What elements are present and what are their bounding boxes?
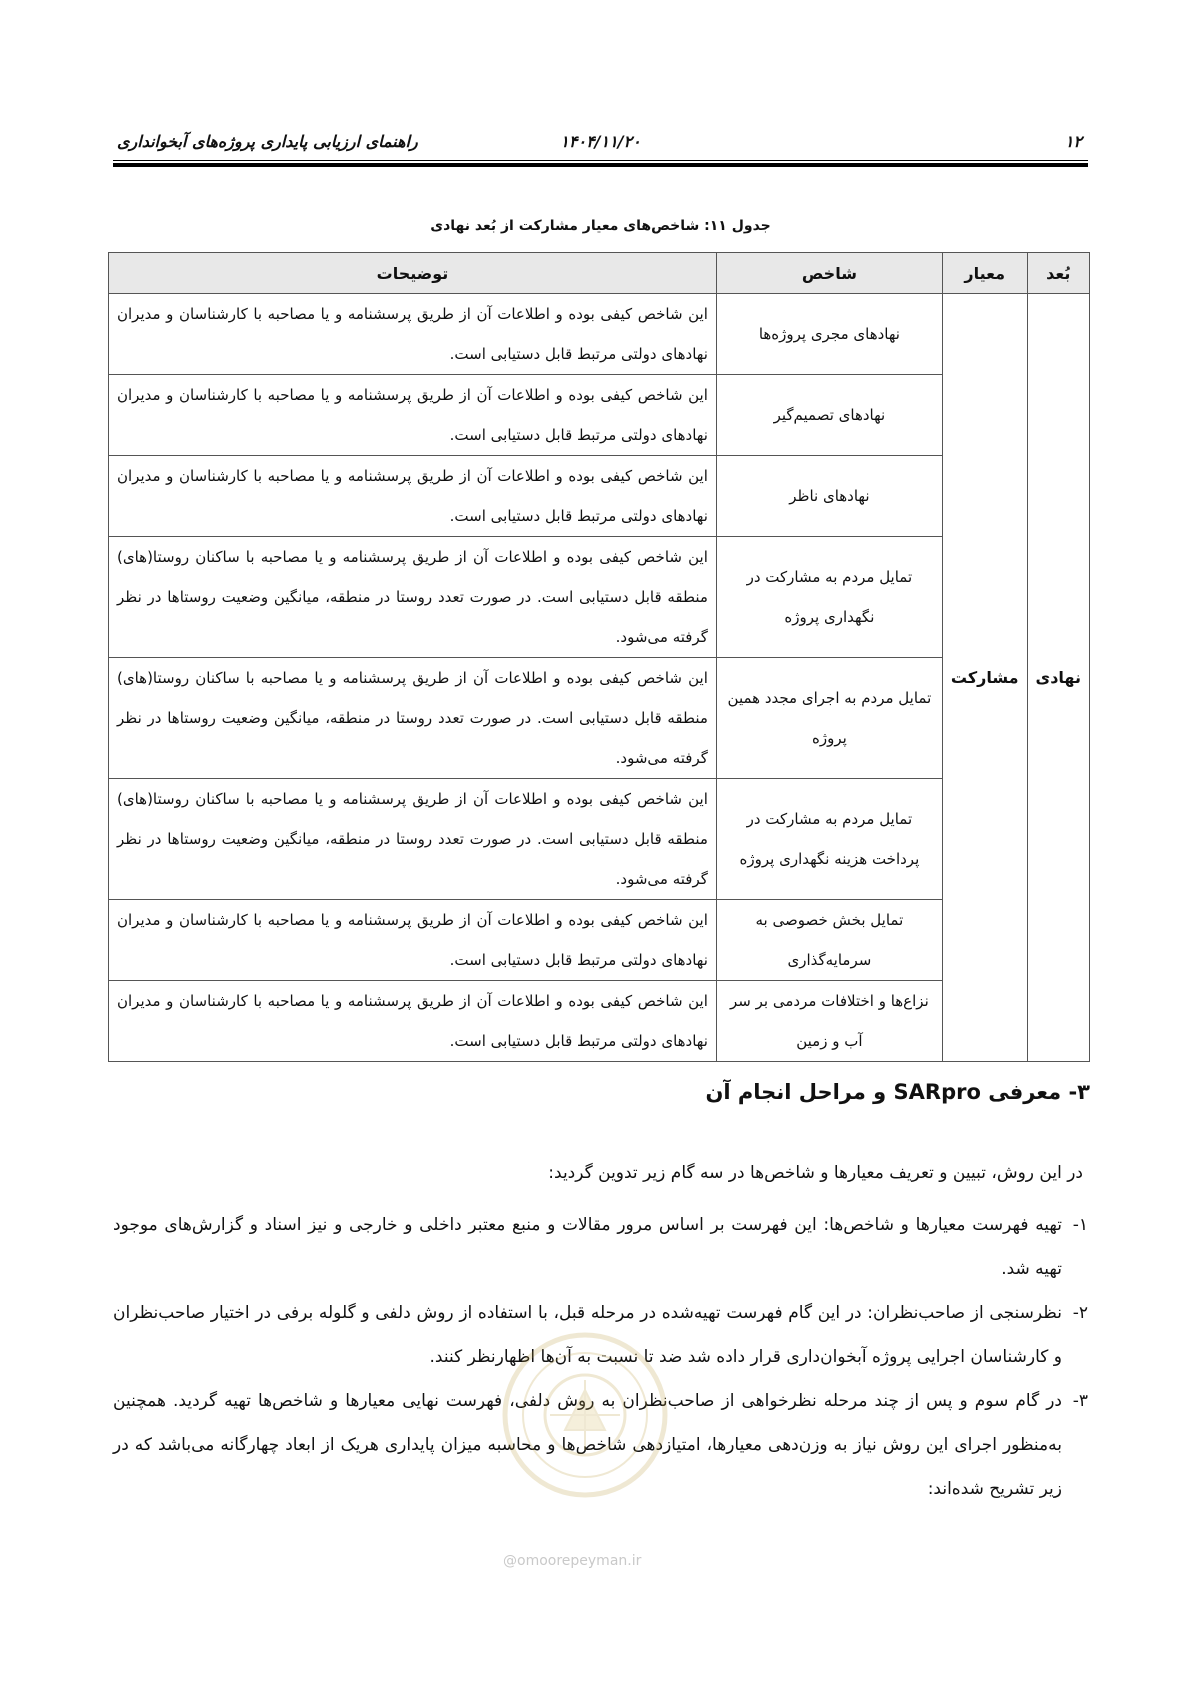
step-text: در گام سوم و پس از چند مرحله نظرخواهی از صاحب‌نظران به روش دلفی، فهرست نهایی معیارها و شاخص‌ها تهیه گردید. همچنین به‌منظور اجرای این روش نیاز به وزن‌دهی معیارها، امتیازدهی شاخص‌ها و محاسبه میزان پایداری هریک از ابعاد چهارگانه می‌باشد که در زیر تشریح شده‌اند: — [113, 1391, 1062, 1499]
table-caption: جدول ۱۱: شاخص‌های معیار مشارکت از بُعد نهادی — [430, 218, 771, 234]
table-header-row — [109, 253, 1090, 294]
indicator-cell: نهادهای تصمیم‌گیر — [716, 375, 942, 456]
step-text: نظرسنجی از صاحب‌نظران: در این گام فهرست تهیه‌شده در مرحله قبل، با استفاده از روش دلفی و گلوله برفی در اختیار صاحب‌نظران و کارشناسان اجرایی پروژه آبخوان‌داری قرار داده شد ضد تا نسبت به آن‌ها اظهارنظر کنند. — [113, 1303, 1062, 1367]
table-row — [109, 294, 1090, 375]
table-row — [109, 658, 1090, 779]
dimension-cell: نهادی — [1027, 294, 1089, 1062]
col-header-criterion: معیار — [942, 253, 1027, 294]
header-date: ۱۴۰۴/۱۱/۲۰ — [560, 132, 641, 151]
step-number: ۲- — [1072, 1303, 1088, 1323]
description-cell: این شاخص کیفی بوده و اطلاعات آن از طریق پرسشنامه و یا مصاحبه با کارشناسان و مدیران نهادهای دولتی مرتبط قابل دستیابی است. — [109, 294, 717, 375]
col-header-description: توضیحات — [109, 253, 717, 294]
indicator-cell: نزاع‌ها و اختلافات مردمی بر سر آب و زمین — [716, 981, 942, 1062]
description-cell: این شاخص کیفی بوده و اطلاعات آن از طریق پرسشنامه و یا مصاحبه با کارشناسان و مدیران نهادهای دولتی مرتبط قابل دستیابی است. — [109, 456, 717, 537]
description-cell: این شاخص کیفی بوده و اطلاعات آن از طریق پرسشنامه و یا مصاحبه با کارشناسان و مدیران نهادهای دولتی مرتبط قابل دستیابی است. — [109, 900, 717, 981]
indicator-cell: نهادهای مجری پروژه‌ها — [716, 294, 942, 375]
indicator-cell: تمایل مردم به مشارکت در نگهداری پروژه — [716, 537, 942, 658]
col-header-dimension: بُعد — [1027, 253, 1089, 294]
description-cell: این شاخص کیفی بوده و اطلاعات آن از طریق پرسشنامه و یا مصاحبه با ساکنان روستا(های) منطقه قابل دستیابی است. در صورت تعدد روستا در منطقه، میانگین وضعیت روستاها در نظر گرفته می‌شود. — [109, 779, 717, 900]
page-number: ۱۲ — [1064, 132, 1082, 151]
description-cell: این شاخص کیفی بوده و اطلاعات آن از طریق پرسشنامه و یا مصاحبه با ساکنان روستا(های) منطقه قابل دستیابی است. در صورت تعدد روستا در منطقه، میانگین وضعیت روستاها در نظر گرفته می‌شود. — [109, 537, 717, 658]
step-number: ۱- — [1072, 1215, 1088, 1235]
table-row — [109, 900, 1090, 981]
steps-list — [113, 1203, 1088, 1511]
table-row — [109, 375, 1090, 456]
header-rule — [113, 160, 1088, 167]
indicator-cell: تمایل بخش خصوصی به سرمایه‌گذاری — [716, 900, 942, 981]
intro-paragraph: در این روش، تبیین و تعریف معیارها و شاخص‌ها در سه گام زیر تدوین گردید: — [548, 1163, 1083, 1183]
description-cell: این شاخص کیفی بوده و اطلاعات آن از طریق پرسشنامه و یا مصاحبه با کارشناسان و مدیران نهادهای دولتی مرتبط قابل دستیابی است. — [109, 375, 717, 456]
header-title: راهنمای ارزیابی پایداری پروژه‌های آبخوانداری — [117, 132, 418, 151]
table-row — [109, 456, 1090, 537]
col-header-indicator: شاخص — [716, 253, 942, 294]
table-row — [109, 537, 1090, 658]
indicator-cell: نهادهای ناظر — [716, 456, 942, 537]
indicators-table — [108, 252, 1090, 1062]
table-row — [109, 981, 1090, 1062]
indicator-cell: تمایل مردم به اجرای مجدد همین پروژه — [716, 658, 942, 779]
step-number: ۳- — [1072, 1391, 1088, 1411]
section-heading: ۳- معرفی SARpro و مراحل انجام آن — [705, 1080, 1090, 1104]
watermark-text: @omoorepeyman.ir — [503, 1553, 642, 1569]
page-header — [113, 128, 1088, 156]
list-item — [113, 1379, 1088, 1511]
list-item — [113, 1291, 1088, 1379]
table-row — [109, 779, 1090, 900]
criterion-cell: مشارکت — [942, 294, 1027, 1062]
indicator-cell: تمایل مردم به مشارکت در پرداخت هزینه نگهداری پروژه — [716, 779, 942, 900]
description-cell: این شاخص کیفی بوده و اطلاعات آن از طریق پرسشنامه و یا مصاحبه با ساکنان روستا(های) منطقه قابل دستیابی است. در صورت تعدد روستا در منطقه، میانگین وضعیت روستاها در نظر گرفته می‌شود. — [109, 658, 717, 779]
step-text: تهیه فهرست معیارها و شاخص‌ها: این فهرست بر اساس مرور مقالات و منبع معتبر داخلی و خارجی و نیز اسناد و گزارش‌های موجود تهیه شد. — [113, 1215, 1062, 1279]
description-cell: این شاخص کیفی بوده و اطلاعات آن از طریق پرسشنامه و یا مصاحبه با کارشناسان و مدیران نهادهای دولتی مرتبط قابل دستیابی است. — [109, 981, 717, 1062]
list-item — [113, 1203, 1088, 1291]
